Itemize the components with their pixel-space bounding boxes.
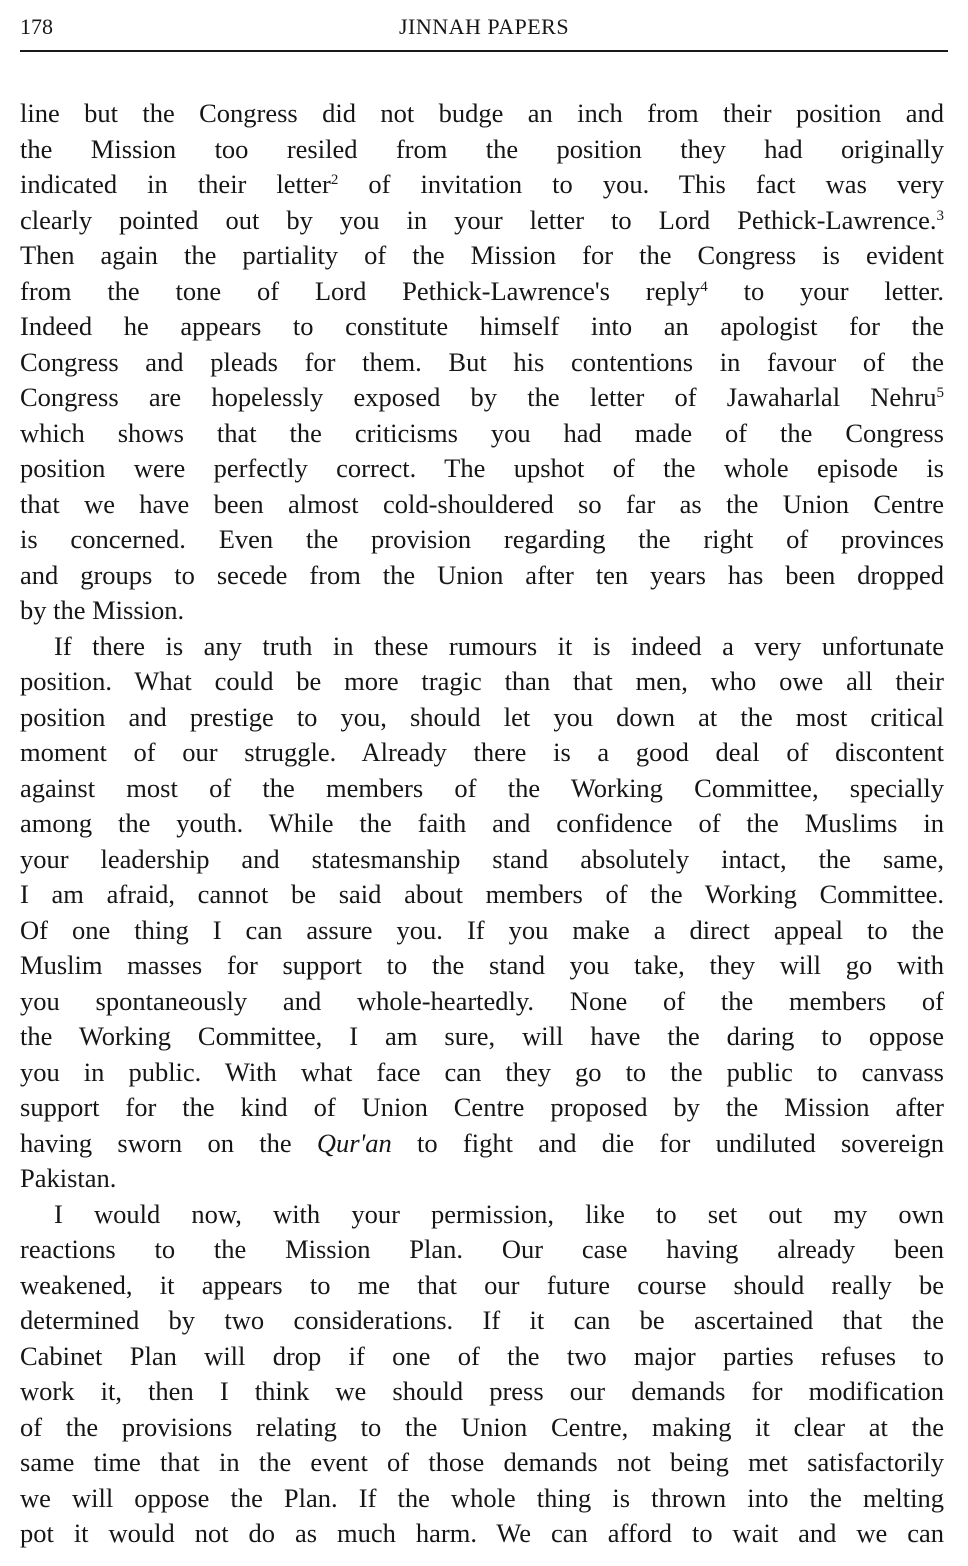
text-line: Pakistan.	[20, 1163, 117, 1193]
text-line: weakened, it appears to me that our future course should really be	[20, 1269, 944, 1300]
text-line: moment of our struggle. Already there is a good deal of discontent	[20, 737, 944, 767]
footnote-marker: 3	[936, 207, 944, 224]
text-line: Congress and pleads for them. But his contentions in favour of the	[20, 346, 944, 377]
text-line: that we have been almost cold-shouldered so far as the Union Centre	[20, 488, 944, 519]
text-line: clearly pointed out by you in your letter to Lord Pethick-Lawrence.$^3$	[20, 204, 944, 235]
text-line: I am afraid, cannot be said about members of the Working Committee.	[20, 879, 944, 909]
paragraph-start-line: If there is any truth in these rumours it is indeed a very unfortunate	[54, 630, 944, 661]
text-line: and groups to secede from the Union after ten years has been dropped	[20, 559, 944, 590]
text-line: pot it would not do as much harm. We can afford to wait and we can	[20, 1518, 944, 1548]
italic-term: Qur'an	[316, 1127, 392, 1158]
text-line: Then again the partiality of the Mission for the Congress is evident	[20, 240, 944, 270]
footnote-marker: 5	[936, 385, 944, 401]
text-line: same time that in the event of those demands not being met satisfactorily	[20, 1447, 944, 1477]
text-line: position were perfectly correct. The upshot of the whole episode is	[20, 453, 944, 483]
running-head: JINNAH PAPERS	[398, 14, 570, 39]
text-line: line but the Congress did not budge an inch from their position and	[20, 98, 944, 128]
text-line: support for the kind of Union Centre proposed by the Mission after	[20, 1092, 944, 1122]
text-line: indicated in their letter$^2$ of invitation to you. This fact was very	[20, 169, 945, 199]
text-line: Congress are hopelessly exposed by the letter of Jawaharlal Nehru$^5$	[20, 382, 944, 412]
text-line: you spontaneously and whole-heartedly. None of the members of	[20, 985, 944, 1016]
body-text	[20, 96, 944, 1552]
text-line: reactions to the Mission Plan. Our case having already been	[20, 1234, 944, 1264]
text-line: of the provisions relating to the Union Centre, making it clear at the	[20, 1411, 944, 1442]
text-line: is concerned. Even the provision regarding the right of provinces	[20, 524, 944, 554]
text-line: from the tone of Lord Pethick-Lawrence's reply$^4$ to your letter.	[20, 275, 944, 306]
page-number: 178	[20, 14, 53, 39]
text-line: by the Mission.	[20, 595, 185, 625]
paragraph-start-line: I would now, with your permission, like to set out my own	[54, 1198, 944, 1229]
text-line: among the youth. While the faith and confidence of the Muslims in	[20, 808, 944, 838]
text-line: against most of the members of the Working Committee, specially	[20, 772, 944, 803]
text-line: you in public. With what face can they go to the public to canvass	[20, 1056, 944, 1087]
footnote-marker: 2	[330, 172, 339, 188]
footnote-marker: 4	[700, 278, 708, 295]
text-line: Of one thing I can assure you. If you make a direct appeal to the	[20, 914, 944, 945]
text-line: position. What could be more tragic than that men, who owe all their	[20, 666, 944, 696]
text-line: the Working Committee, I am sure, will have the daring to oppose	[20, 1021, 944, 1051]
text-line: having sworn on the Qur'an to fight and die for undiluted sovereign	[20, 1127, 944, 1158]
text-line: which shows that the criticisms you had made of the Congress	[20, 417, 944, 448]
text-line: your leadership and statesmanship stand absolutely intact, the same,	[20, 843, 944, 874]
text-line: position and prestige to you, should let you down at the most critical	[20, 701, 944, 732]
text-line: Cabinet Plan will drop if one of the two major parties refuses to	[20, 1340, 944, 1371]
text-line: work it, then I think we should press our demands for modification	[20, 1376, 944, 1406]
text-line: the Mission too resiled from the position they had originally	[20, 133, 944, 164]
text-line: Muslim masses for support to the stand you take, they will go with	[20, 950, 944, 980]
text-line: determined by two considerations. If it can be ascertained that the	[20, 1305, 944, 1335]
text-line: we will oppose the Plan. If the whole thing is thrown into the melting	[20, 1482, 944, 1513]
text-line: Indeed he appears to constitute himself into an apologist for the	[20, 311, 944, 341]
page-header	[20, 10, 948, 52]
